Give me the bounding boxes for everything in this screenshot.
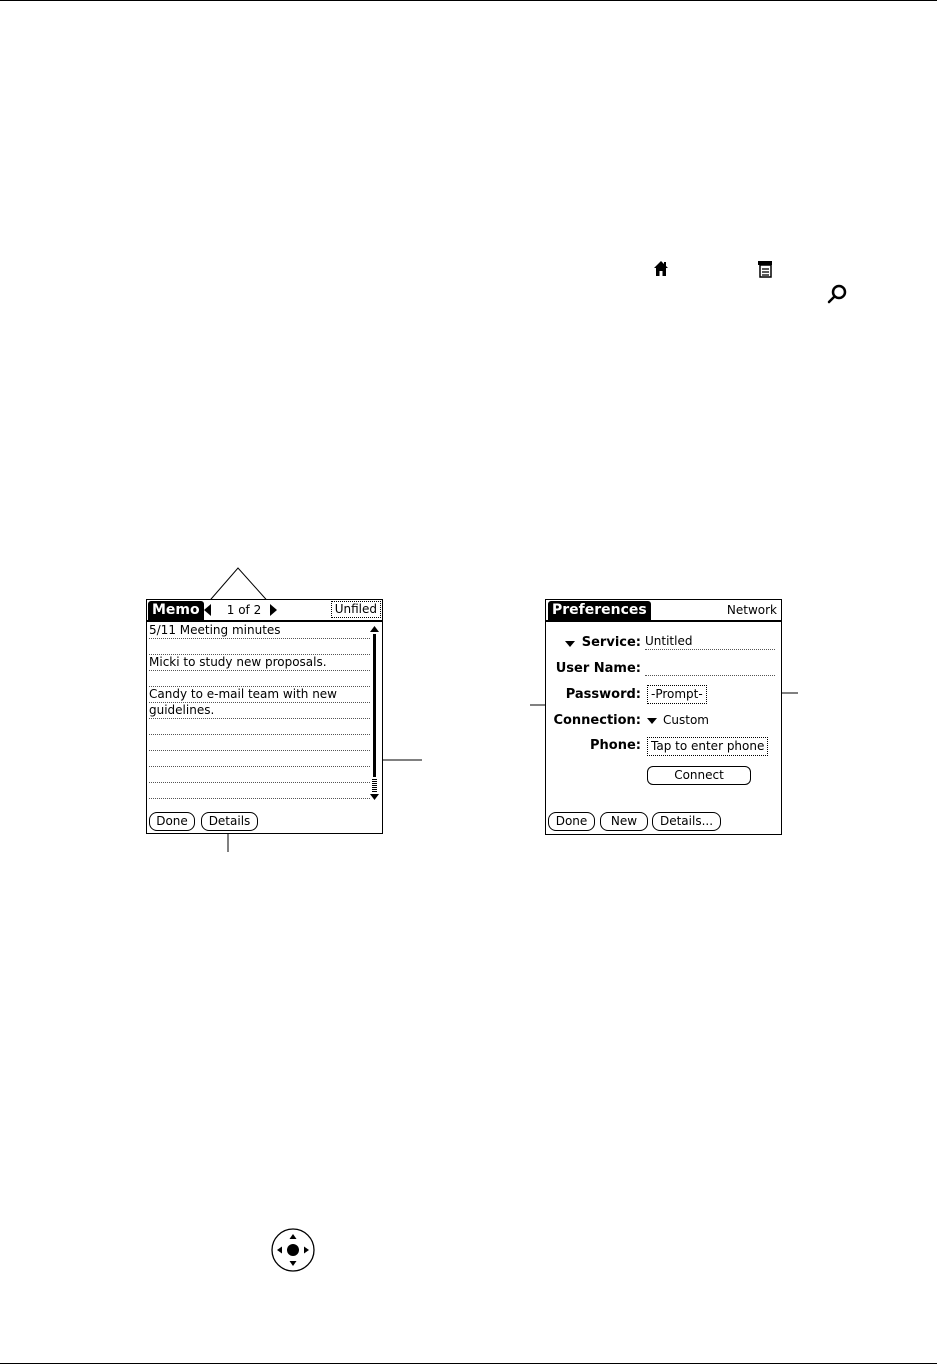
- scroll-track: [372, 778, 377, 792]
- memo-line[interactable]: 5/11 Meeting minutes: [149, 623, 281, 637]
- scroll-up-icon[interactable]: [370, 626, 379, 633]
- prefs-panel-selector[interactable]: Network: [726, 603, 777, 617]
- memo-title-bar: [147, 600, 382, 622]
- service-label: Service:: [581, 635, 641, 650]
- new-button[interactable]: New: [600, 812, 648, 831]
- memo-rule: [149, 750, 370, 751]
- scrollbar[interactable]: [370, 626, 379, 802]
- service-value[interactable]: Untitled: [645, 634, 693, 648]
- memo-title: Memo: [148, 601, 204, 620]
- memo-rule: [149, 670, 370, 671]
- connection-dropdown-icon[interactable]: [647, 718, 657, 724]
- details-button[interactable]: Details...: [652, 812, 721, 831]
- memo-line[interactable]: Candy to e-mail team with new: [149, 687, 337, 701]
- connect-button[interactable]: Connect: [647, 766, 751, 785]
- password-field[interactable]: -Prompt-: [647, 685, 707, 704]
- username-label: User Name:: [555, 661, 641, 676]
- next-arrow-icon[interactable]: [268, 603, 278, 617]
- connection-label: Connection:: [553, 713, 641, 728]
- username-field[interactable]: [645, 675, 775, 676]
- prefs-title-bar: [546, 600, 781, 622]
- memo-rule: [149, 766, 370, 767]
- password-label: Password:: [565, 687, 641, 702]
- previous-arrow-icon[interactable]: [203, 603, 213, 617]
- service-underline: [645, 649, 775, 650]
- connection-value[interactable]: Custom: [663, 713, 709, 727]
- memo-rule: [149, 734, 370, 735]
- memo-line[interactable]: guidelines.: [149, 703, 215, 717]
- memo-rule: [149, 798, 370, 799]
- navigator-icon: [270, 1227, 316, 1273]
- memo-rule: [149, 782, 370, 783]
- done-button[interactable]: Done: [548, 812, 595, 831]
- details-button[interactable]: Details: [201, 812, 258, 831]
- phone-field[interactable]: Tap to enter phone: [647, 737, 768, 756]
- memo-screen: [146, 599, 383, 834]
- preferences-screen: [545, 599, 782, 835]
- done-button[interactable]: Done: [149, 812, 195, 831]
- phone-label: Phone:: [590, 738, 641, 753]
- memo-line[interactable]: Micki to study new proposals.: [149, 655, 327, 669]
- scroll-thumb[interactable]: [373, 634, 376, 777]
- memo-rule: [149, 718, 370, 719]
- service-dropdown-icon[interactable]: [565, 641, 575, 647]
- prefs-title: Preferences: [548, 601, 651, 620]
- page-indicator: 1 of 2: [226, 603, 262, 617]
- scroll-down-icon[interactable]: [370, 793, 379, 800]
- memo-rule: [149, 638, 370, 639]
- category-selector[interactable]: Unfiled: [331, 601, 381, 618]
